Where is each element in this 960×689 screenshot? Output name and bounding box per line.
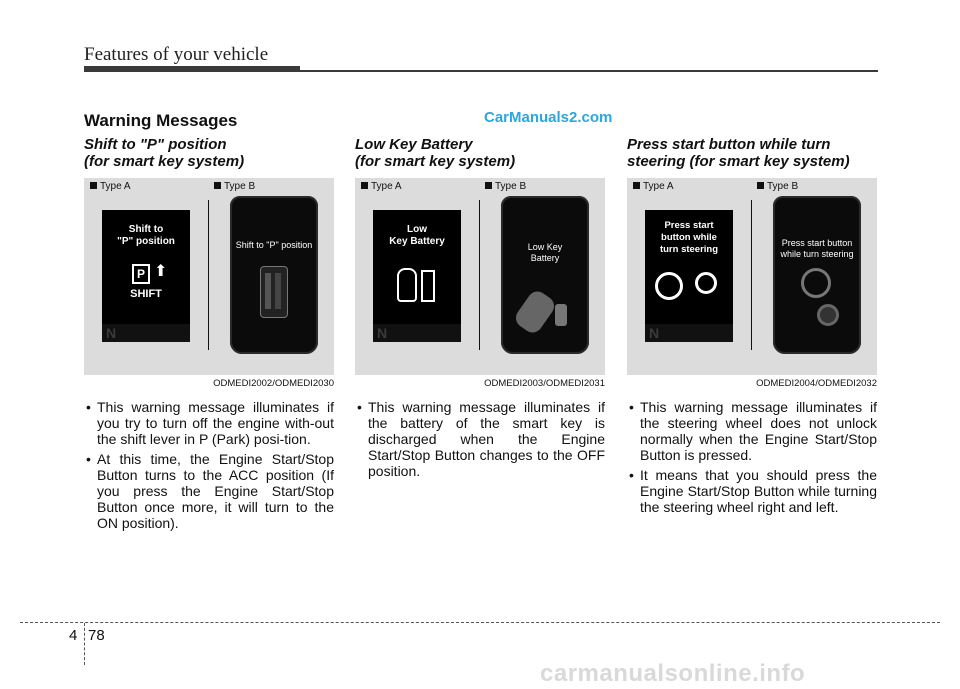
start-button-icon: [817, 304, 839, 326]
bullet-item: • This warning message illuminates if the steering wheel does not unlock normally when the Engine Start/Stop Button is pressed.: [627, 399, 877, 463]
page-header-title: Features of your vehicle: [84, 44, 269, 65]
warning-figure: [627, 178, 877, 389]
watermark: CarManuals2.com: [484, 109, 613, 126]
cluster-display-type-a: Shift to "P" position P ⬆ SHIFT N: [102, 210, 190, 342]
type-b-label: Type B: [757, 181, 798, 192]
subheading: Low Key Battery (for smart key system): [355, 136, 516, 170]
subheading: Press start button while turn steering (for smart key system): [627, 136, 850, 170]
figure-divider: [208, 200, 209, 350]
section-heading: Warning Messages: [84, 111, 238, 130]
gear-indicator-bar: N: [102, 324, 190, 342]
gear-indicator-bar: N: [373, 324, 461, 342]
column-press-start-button: [627, 136, 877, 519]
bullet-item: • At this time, the Engine Start/Stop Button turns to the ACC position (If you press the Engine Start/Stop Button once more, it will turn to the ON position).: [84, 451, 334, 531]
figure-divider: [751, 200, 752, 350]
figure-caption: ODMEDI2004/ODMEDI2032: [756, 378, 877, 389]
subheading: Shift to "P" position (for smart key system): [84, 136, 245, 170]
start-button-icon: [695, 272, 717, 294]
shift-gate-icon: [260, 266, 288, 318]
smart-key-icon: [512, 288, 558, 337]
header-rule: [84, 70, 878, 72]
warning-figure: [84, 178, 334, 389]
cluster-display-type-a: Low Key Battery N: [373, 210, 461, 342]
steering-wheel-icon: [801, 268, 831, 298]
cluster-display-type-b: Press start button while turn steering: [773, 196, 861, 354]
smart-key-icon: [397, 268, 417, 302]
type-a-label: Type A: [633, 181, 674, 192]
column-low-key-battery: [355, 136, 605, 483]
arrow-up-icon: ⬆: [154, 263, 168, 280]
body-text: [355, 399, 605, 479]
bullet-item: • This warning message illuminates if you try to turn off the engine with-out the shift lever in P (Park) posi-tion.: [84, 399, 334, 447]
gear-indicator-bar: N: [645, 324, 733, 342]
column-shift-to-p: [84, 136, 334, 535]
type-a-label: Type A: [361, 181, 402, 192]
figure-divider: [479, 200, 480, 350]
footer-divider: [84, 623, 85, 665]
type-a-label: Type A: [90, 181, 131, 192]
figure-caption: ODMEDI2003/ODMEDI2031: [484, 378, 605, 389]
cluster-display-type-b: Shift to "P" position: [230, 196, 318, 354]
type-b-label: Type B: [485, 181, 526, 192]
battery-icon: [555, 304, 567, 326]
footer-rule: [20, 622, 940, 623]
chapter-number: 4: [69, 627, 78, 644]
bullet-item: • It means that you should press the Engine Start/Stop Button while turning the steering wheel right and left.: [627, 467, 877, 515]
cluster-display-type-a: Press start button while turn steering N: [645, 210, 733, 342]
page-number: 78: [88, 627, 105, 644]
figure-caption: ODMEDI2002/ODMEDI2030: [213, 378, 334, 389]
shift-p-icon: P: [132, 264, 150, 284]
type-b-label: Type B: [214, 181, 255, 192]
body-text: [84, 399, 334, 531]
cluster-display-type-b: Low Key Battery: [501, 196, 589, 354]
steering-wheel-icon: [655, 272, 683, 300]
battery-icon: [421, 270, 435, 302]
warning-figure: [355, 178, 605, 389]
bullet-item: • This warning message illuminates if the battery of the smart key is discharged when the Engine Start/Stop Button changes to the OFF position.: [355, 399, 605, 479]
site-watermark: carmanualsonline.info: [540, 660, 806, 687]
body-text: [627, 399, 877, 515]
